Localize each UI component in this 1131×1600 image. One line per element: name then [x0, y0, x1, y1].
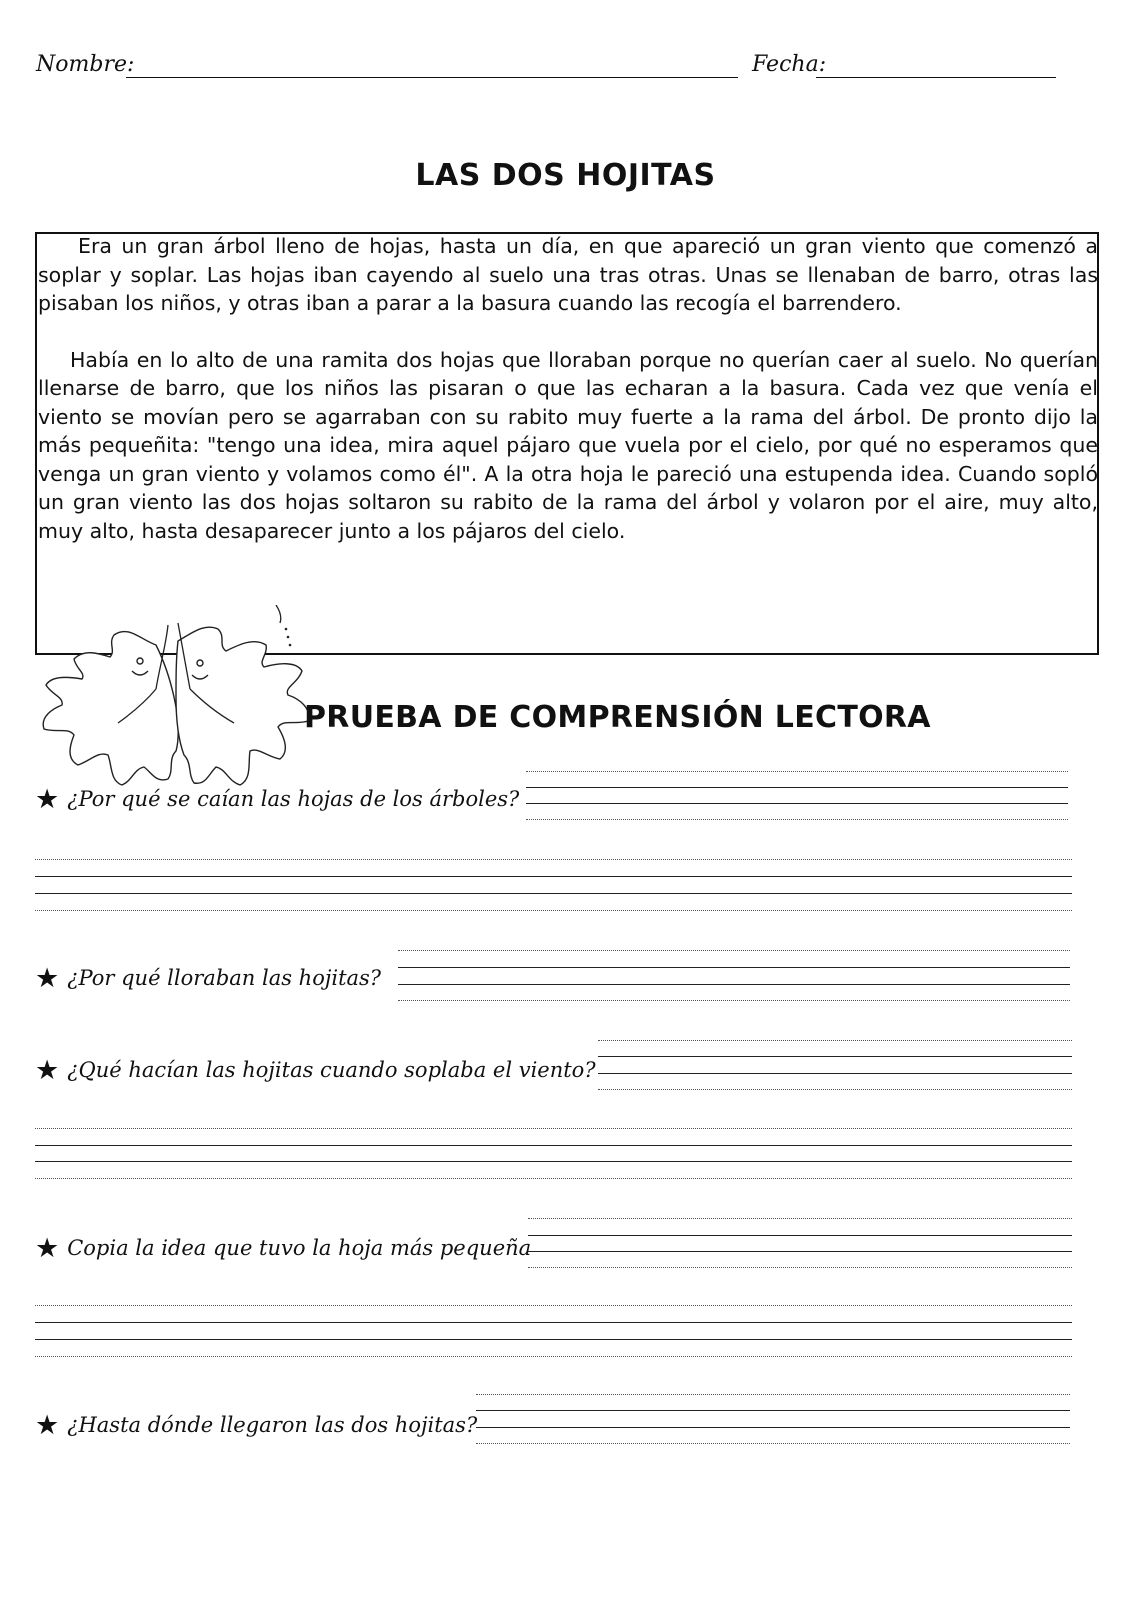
answer-line[interactable] [35, 1128, 1072, 1129]
answer-line[interactable] [526, 771, 1068, 772]
story-paragraph-2: Había en lo alto de una ramita dos hojas que lloraban porque no querían caer al suelo. No querían llenarse de barro, que los niños las pisaran o que las echaran a la basura. Cada vez que venía el viento se movían pero se agarraban con su rabito muy fuerte a la rama del árbol. De pronto dijo la más pequeñita: "tengo una idea, mira aquel pájaro que vuela por el cielo, por qué no esperamos que venga un gran viento y volamos como él". A la otra hoja le pareció una estupenda idea. Cuando sopló un gran viento las dos hojas soltaron su rabito de la rama del árbol y volaron por el aire, muy alto, muy alto, hasta desaparecer junto a los pájaros del cielo. [38, 347, 1098, 543]
answer-line[interactable] [598, 1056, 1072, 1057]
star-icon: ★ [35, 784, 60, 815]
answer-line[interactable] [35, 1305, 1072, 1306]
story-paragraph-1: Era un gran árbol lleno de hojas, hasta un día, en que apareció un gran viento que comenzó a soplar y soplar. Las hojas iban cayendo al suelo una tras otras. Unas se llenaban de barro, otras las pisaban los niños, y otras iban a parar a la basura cuando las recogía el barrendero. [38, 234, 1098, 315]
answer-line[interactable] [598, 1089, 1072, 1090]
question-1-text: ¿Por qué se caían las hojas de los árboles? [67, 787, 520, 811]
question-3-text: ¿Qué hacían las hojitas cuando soplaba el viento? [67, 1058, 596, 1082]
answer-line[interactable] [398, 967, 1070, 968]
answer-line[interactable] [526, 819, 1068, 820]
star-icon: ★ [35, 1055, 60, 1086]
answer-line[interactable] [35, 859, 1072, 860]
answer-line[interactable] [476, 1427, 1070, 1428]
answer-line[interactable] [35, 1322, 1072, 1323]
quiz-title: PRUEBA DE COMPRENSIÓN LECTORA [304, 700, 931, 735]
name-field[interactable] [126, 77, 738, 78]
question-4 [35, 1233, 531, 1264]
answer-line[interactable] [398, 950, 1070, 951]
answer-line[interactable] [476, 1443, 1070, 1444]
answer-line[interactable] [398, 1000, 1070, 1001]
answer-line[interactable] [528, 1251, 1072, 1252]
story-title: LAS DOS HOJITAS [415, 158, 716, 193]
answer-line[interactable] [35, 1178, 1072, 1179]
star-icon: ★ [35, 1410, 60, 1441]
name-label: Nombre: [36, 52, 135, 77]
star-icon: ★ [35, 963, 60, 994]
answer-line[interactable] [526, 803, 1068, 804]
answer-line[interactable] [598, 1073, 1072, 1074]
question-2 [35, 963, 381, 994]
story-text [38, 232, 1098, 545]
date-field[interactable] [816, 77, 1056, 78]
date-label: Fecha: [752, 52, 827, 77]
answer-line[interactable] [35, 1145, 1072, 1146]
question-5 [35, 1410, 477, 1441]
question-4-text: Copia la idea que tuvo la hoja más pequeña [67, 1236, 532, 1260]
leaf-illustration [28, 605, 328, 810]
answer-line[interactable] [528, 1235, 1072, 1236]
answer-line[interactable] [35, 876, 1072, 877]
answer-line[interactable] [598, 1040, 1072, 1041]
answer-line[interactable] [35, 1339, 1072, 1340]
question-2-text: ¿Por qué lloraban las hojitas? [67, 966, 382, 990]
answer-line[interactable] [398, 984, 1070, 985]
question-3 [35, 1055, 596, 1086]
answer-line[interactable] [476, 1394, 1070, 1395]
answer-line[interactable] [35, 1356, 1072, 1357]
question-5-text: ¿Hasta dónde llegaron las dos hojitas? [67, 1413, 478, 1437]
answer-line[interactable] [476, 1410, 1070, 1411]
question-1 [35, 784, 519, 815]
star-icon: ★ [35, 1233, 60, 1264]
answer-line[interactable] [526, 787, 1068, 788]
answer-line[interactable] [35, 1161, 1072, 1162]
answer-line[interactable] [35, 893, 1072, 894]
answer-line[interactable] [528, 1218, 1072, 1219]
answer-line[interactable] [35, 910, 1072, 911]
answer-line[interactable] [528, 1267, 1072, 1268]
